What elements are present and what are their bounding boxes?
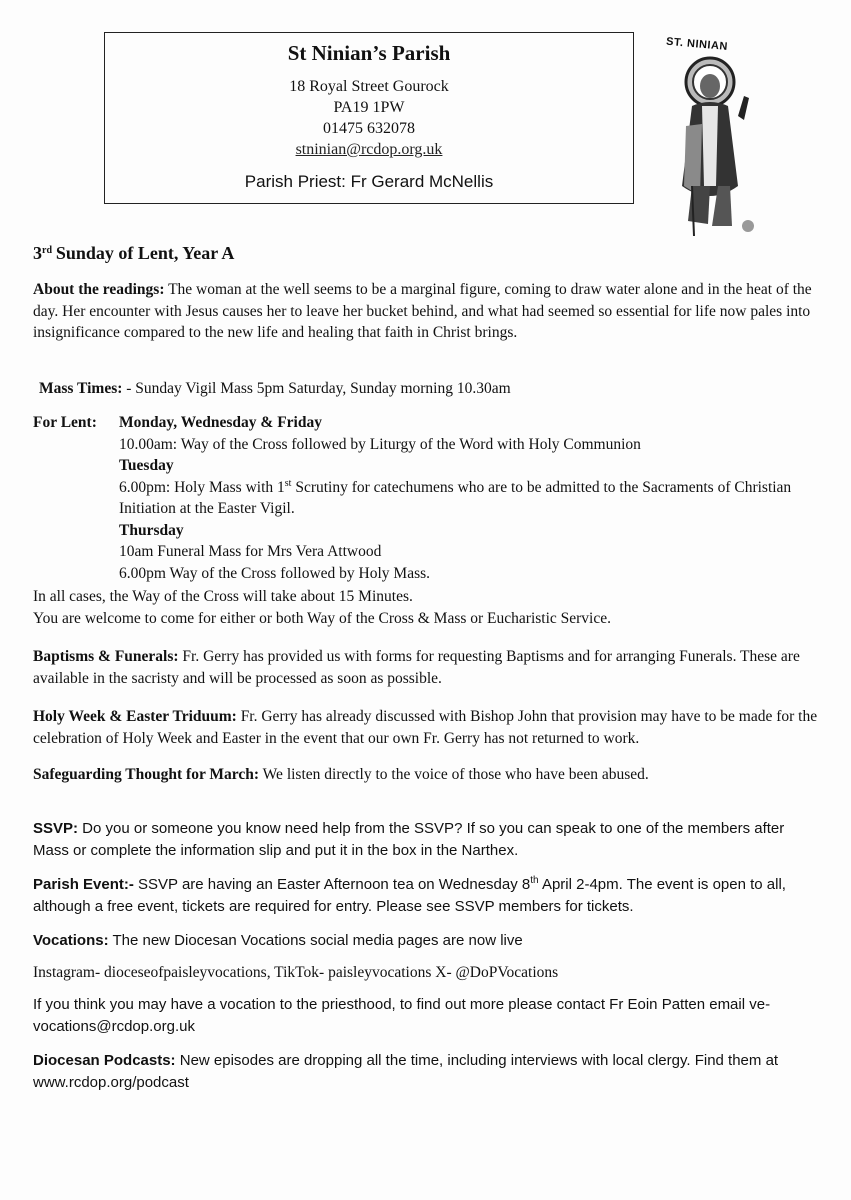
readings-paragraph xyxy=(33,279,823,344)
mass-times-paragraph xyxy=(39,378,829,400)
parish-header-box xyxy=(104,32,634,204)
phone-number: 01475 632078 xyxy=(323,120,415,137)
all-cases-paragraph xyxy=(33,586,823,629)
parish-event-label: Parish Event:- xyxy=(33,876,134,893)
saint-caption: ST. NINIAN xyxy=(665,35,729,54)
lent-thu-line1: 10am Funeral Mass for Mrs Vera Attwood xyxy=(119,543,382,560)
lent-schedule xyxy=(33,412,823,584)
lent-thu-heading: Thursday xyxy=(119,521,184,539)
parish-event-sup: th xyxy=(530,875,539,886)
safeguarding-paragraph xyxy=(33,764,823,786)
parish-event-text-b: April 2-4pm. The event is open to all, although a free event, tickets are required for entry. Please see SSVP members for tickets. xyxy=(33,876,786,915)
all-cases-line2: You are welcome to come for either or both Way of the Cross & Mass or Eucharistic Service. xyxy=(33,609,611,627)
podcasts-paragraph xyxy=(33,1050,823,1093)
vocations-text: The new Diocesan Vocations social media pages are now live xyxy=(108,932,523,949)
lent-thu-line2: 6.00pm Way of the Cross followed by Holy Mass. xyxy=(119,564,431,582)
sunday-title: Sunday of Lent, Year A xyxy=(55,243,235,263)
mass-times-label: Mass Times: xyxy=(39,380,123,397)
parish-email-link[interactable]: stninian@rcdop.org.uk xyxy=(295,141,443,158)
parish-priest: Parish Priest: Fr Gerard McNellis xyxy=(244,172,494,191)
sunday-heading xyxy=(33,243,823,266)
vocations-social: Instagram- dioceseofpaisleyvocations, TikTok- paisleyvocations X- @DoPVocations xyxy=(33,964,559,981)
holy-week-label: Holy Week & Easter Triduum: xyxy=(33,708,237,725)
baptisms-text: Fr. Gerry has provided us with forms for requesting Baptisms and for arranging Funerals. These are available in the sacristy and will be processed as soon as possible. xyxy=(33,648,800,687)
vocations-contact: If you think you may have a vocation to the priesthood, to find out more please contact Fr Eoin Patten email ve-vocations@rcdop.org.uk xyxy=(33,996,771,1035)
mass-times-text: - Sunday Vigil Mass 5pm Saturday, Sunday morning 10.30am xyxy=(122,380,511,397)
holy-week-paragraph xyxy=(33,706,823,749)
address-postcode: PA19 1PW xyxy=(333,99,405,116)
st-ninian-icon xyxy=(652,36,782,256)
readings-text: The woman at the well seems to be a marginal figure, coming to draw water alone and in the heat of the day. Her encounter with Jesus causes her to leave her bucket behind, and what had seemed so essential for life now pales into insignificance compared to the new life and healing that faith in Christ brings. xyxy=(33,281,812,341)
parish-event-paragraph xyxy=(33,874,823,917)
podcasts-label: Diocesan Podcasts: xyxy=(33,1052,176,1069)
ssvp-paragraph xyxy=(33,818,823,861)
parish-event-text-a: SSVP are having an Easter Afternoon tea on Wednesday 8 xyxy=(133,876,531,893)
safeguarding-label: Safeguarding Thought for March: xyxy=(33,766,260,783)
podcasts-text: New episodes are dropping all the time, including interviews with local clergy. Find them at www.rcdop.org/podcast xyxy=(33,1052,779,1091)
lent-label: For Lent: xyxy=(33,414,97,431)
baptisms-paragraph xyxy=(33,646,823,689)
readings-label: About the readings: xyxy=(33,281,165,298)
vocations-paragraph xyxy=(33,930,823,952)
sunday-ordinal: 3 xyxy=(33,243,42,263)
parish-name: St Ninian’s Parish xyxy=(287,41,451,65)
lent-section xyxy=(33,412,823,584)
lent-tue-sup: st xyxy=(284,477,292,489)
lent-tue-text-a: 6.00pm: Holy Mass with 1 xyxy=(119,478,285,496)
holy-week-text: Fr. Gerry has already discussed with Bishop John that provision may have to be made for the celebration of Holy Week and Easter in the event that our own Fr. Gerry has not returned to work. xyxy=(33,708,818,747)
sunday-ordinal-suffix: rd xyxy=(42,244,52,256)
lent-mwf-heading: Monday, Wednesday & Friday xyxy=(119,414,322,431)
safeguarding-text: We listen directly to the voice of those who have been abused. xyxy=(259,766,649,783)
ssvp-label: SSVP: xyxy=(33,820,79,837)
lent-tue-text xyxy=(119,477,823,520)
vocations-label: Vocations: xyxy=(33,932,109,949)
all-cases-line1: In all cases, the Way of the Cross will take about 15 Minutes. xyxy=(33,588,413,605)
address-street: 18 Royal Street Gourock xyxy=(289,78,449,95)
ssvp-text: Do you or someone you know need help from the SSVP? If so you can speak to one of the members after Mass or complete the information slip and put it in the box in the Narthex. xyxy=(33,820,785,859)
lent-tue-text-b: Scrutiny for catechumens who are to be admitted to the Sacraments of Christian Initiation at the Easter Vigil. xyxy=(119,478,792,517)
lent-tue-heading: Tuesday xyxy=(119,457,174,474)
lent-mwf-text: 10.00am: Way of the Cross followed by Liturgy of the Word with Holy Communion xyxy=(119,435,641,453)
baptisms-label: Baptisms & Funerals: xyxy=(33,648,179,665)
